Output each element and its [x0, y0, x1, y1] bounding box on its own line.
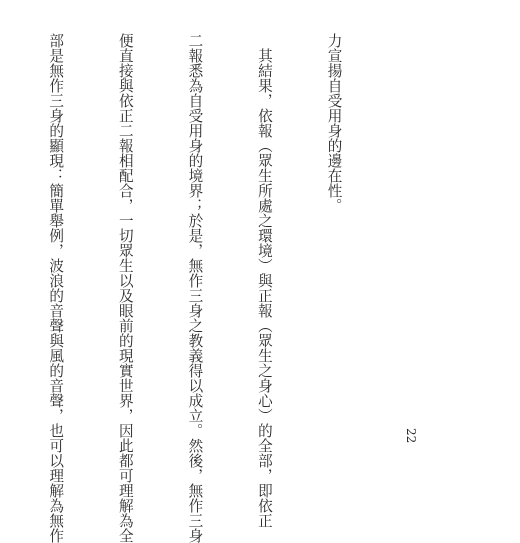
text-line: 其結果，依報（眾生所處之環境）與正報（眾生之身心）的全部，即依正 — [255, 33, 273, 528]
text-line: 二報悉為自受用身的境界；於是，無作三身之教義得以成立。然後，無作三身 — [186, 33, 204, 543]
text-line: 便直接與依正二報相配合，一切眾生以及眼前的現實世界，因此都可理解為全 — [116, 33, 134, 543]
text-line: 部是無作三身的顯現：簡單舉例，波浪的音聲與風的音聲，也可以理解為無作 — [47, 33, 65, 543]
text-line: 力宣揚自受用身的邊在性。 — [325, 33, 343, 213]
page-number: 22 — [404, 428, 418, 444]
body-text — [0, 33, 392, 543]
